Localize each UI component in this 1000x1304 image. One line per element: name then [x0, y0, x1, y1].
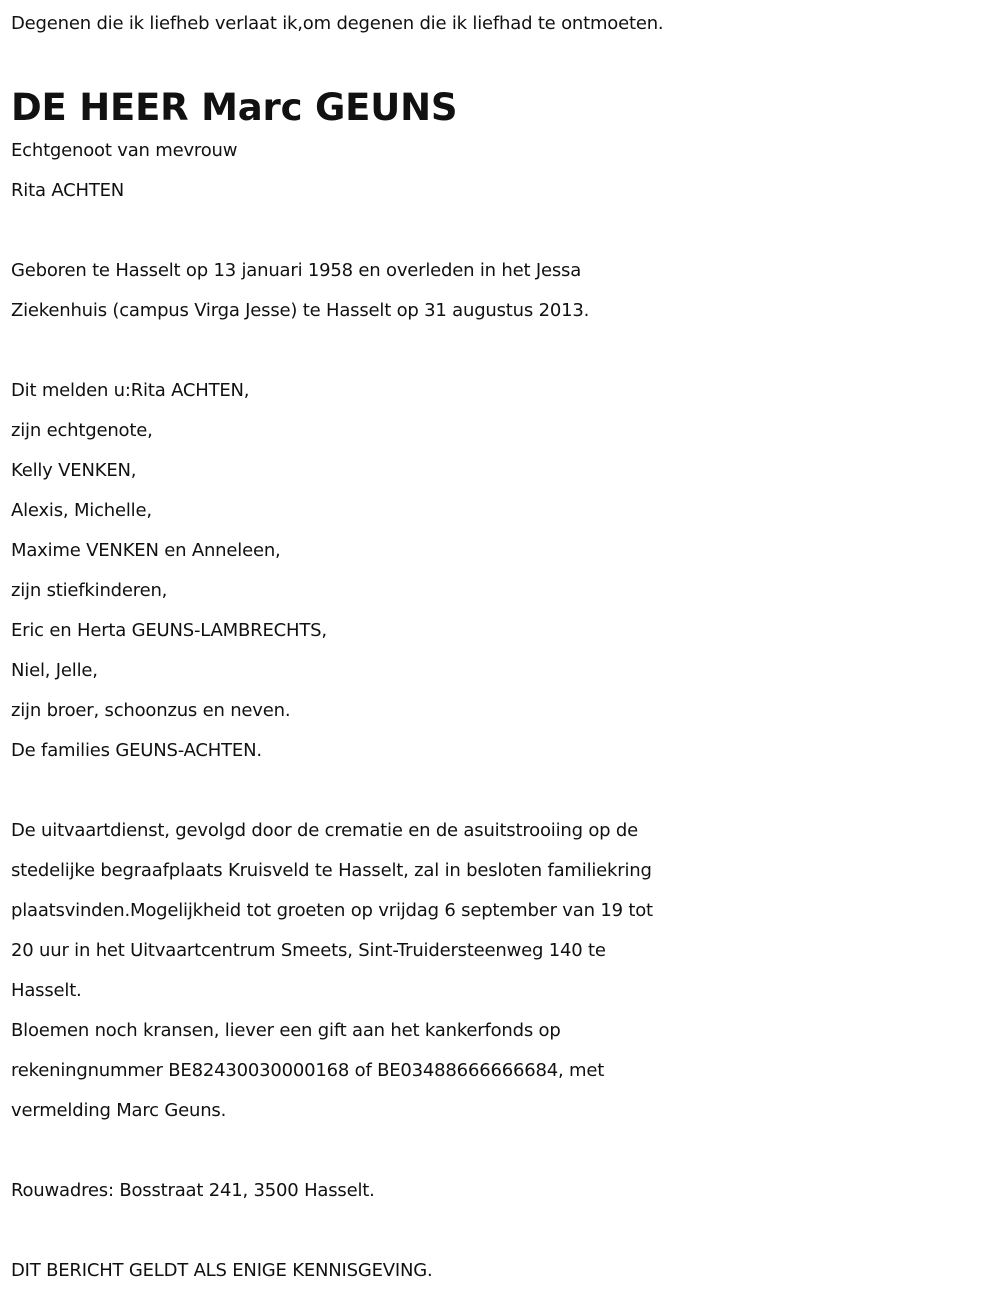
family-line: zijn stiefkinderen, [11, 580, 168, 601]
service-line: 20 uur in het Uitvaartcentrum Smeets, Sint-Truidersteenweg 140 te [11, 940, 606, 961]
birth-death-line-1: Geboren te Hasselt op 13 januari 1958 en overleden in het Jessa [11, 260, 582, 281]
family-line: De families GEUNS-ACHTEN. [11, 740, 262, 761]
motto: Degenen die ik liefheb verlaat ik,om degenen die ik liefhad te ontmoeten. [11, 13, 664, 34]
service-line: Bloemen noch kransen, liever een gift aan het kankerfonds op [11, 1020, 561, 1041]
mourning-address: Rouwadres: Bosstraat 241, 3500 Hasselt. [11, 1180, 375, 1201]
family-line: Maxime VENKEN en Anneleen, [11, 540, 281, 561]
notice: DIT BERICHT GELDT ALS ENIGE KENNISGEVING. [11, 1260, 433, 1281]
service-line: stedelijke begraafplaats Kruisveld te Hasselt, zal in besloten familiekring [11, 860, 652, 881]
family-line: zijn broer, schoonzus en neven. [11, 700, 291, 721]
family-line: Kelly VENKEN, [11, 460, 137, 481]
service-section [11, 811, 1000, 1131]
spouse-line-2: Rita ACHTEN [11, 180, 125, 201]
spacer [11, 771, 1000, 811]
spacer [11, 1211, 1000, 1251]
family-line: zijn echtgenote, [11, 420, 153, 441]
family-line: Dit melden u:Rita ACHTEN, [11, 380, 250, 401]
birth-death-line-2: Ziekenhuis (campus Virga Jesse) te Hasselt op 31 augustus 2013. [11, 300, 590, 321]
service-line: rekeningnummer BE82430030000168 of BE03488666666684, met [11, 1060, 605, 1081]
spouse-line-1: Echtgenoot van mevrouw [11, 140, 238, 161]
birth-death-section [11, 251, 1000, 331]
service-line: Hasselt. [11, 980, 82, 1001]
family-line: Niel, Jelle, [11, 660, 98, 681]
spouse-section [11, 131, 1000, 211]
service-line: vermelding Marc Geuns. [11, 1100, 227, 1121]
spacer [11, 331, 1000, 371]
spacer [11, 211, 1000, 251]
service-line: De uitvaartdienst, gevolgd door de crematie en de asuitstrooiing op de [11, 820, 638, 841]
spacer [11, 1131, 1000, 1171]
family-section [11, 371, 1000, 771]
family-line: Eric en Herta GEUNS-LAMBRECHTS, [11, 620, 327, 641]
service-line: plaatsvinden.Mogelijkheid tot groeten op vrijdag 6 september van 19 tot [11, 900, 653, 921]
family-line: Alexis, Michelle, [11, 500, 152, 521]
deceased-name: DE HEER Marc GEUNS [11, 86, 458, 129]
